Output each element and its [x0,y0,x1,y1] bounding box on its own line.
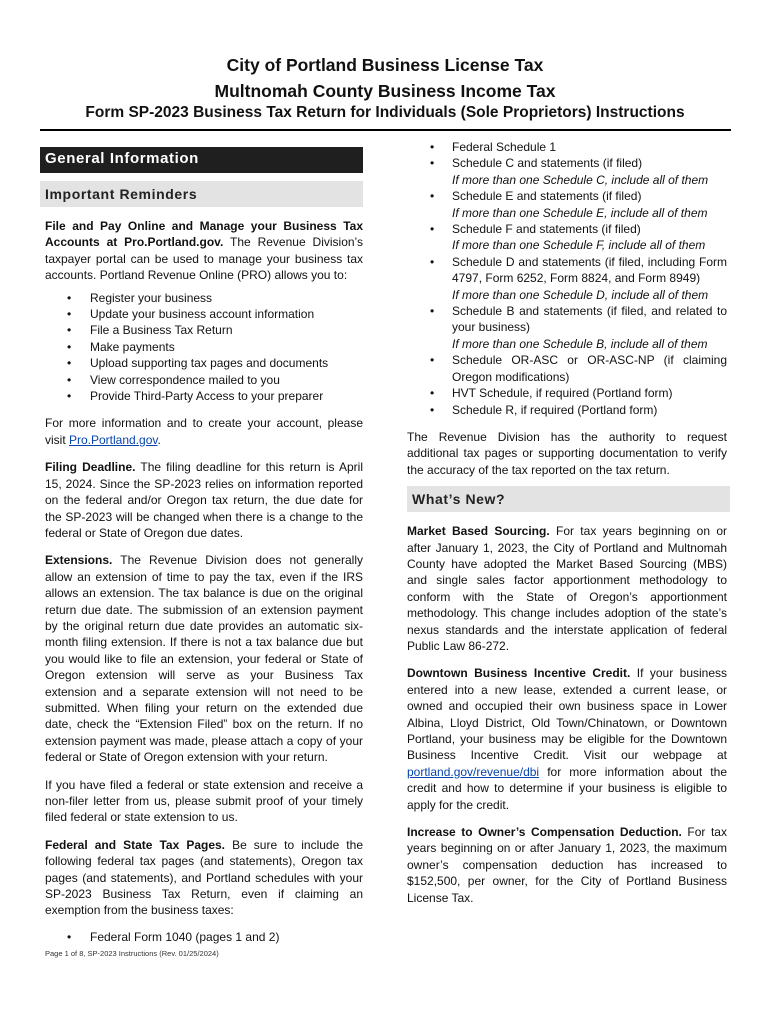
pro-portland-link[interactable]: Pro.Portland.gov [69,432,158,447]
schedule-note: If more than one Schedule D, include all of them [452,287,709,302]
schedule-text: Schedule OR-ASC or OR-ASC-NP (if claiming Oregon modifications) [452,353,727,384]
list-item: • Register your business [45,290,363,306]
downtown-credit-paragraph [407,665,727,813]
market-based-sourcing-paragraph [407,523,727,654]
owner-lead: Increase to Owner’s Compensation Deduction. [407,825,682,840]
list-item [407,352,727,385]
schedule-note: If more than one Schedule C, include all of them [452,172,709,187]
file-pay-paragraph [45,218,363,284]
file-pay-text: The Revenue Division’s taxpayer portal can be used to manage your business tax accounts. Portland Revenue Online (PRO) allows you to: [45,235,363,283]
tax-pages-paragraph [45,837,363,919]
schedule-text: Schedule E and statements (if filed) [452,189,642,204]
tax-pages-text: Be sure to include the following federal tax pages (and statements), Oregon tax pages (and statements), and Portland schedules with your SP-2023 Business Tax Return, even if claiming an exemption from the business taxes: [45,837,363,918]
header-rule [40,129,731,131]
schedule-text: Schedule C and statements (if filed) [452,156,643,171]
list-item [407,188,727,221]
mbs-lead: Market Based Sourcing. [407,524,550,539]
list-item: • Federal Form 1040 (pages 1 and 2) [45,929,363,945]
downtown-end: for more information about the credit and how to determine if your business is eligible to apply for the credit. [407,764,727,812]
mbs-text: For tax years beginning on or after January 1, 2023, the City of Portland and Multnomah County have adopted the Market Based Sourcing (MBS) and single sales factor apportionment methodology to conform with the State of Oregon’s apportionment methodology. This change includes adoption of the state’s nexus standards and the interstate application of federal Public Law 86-272. [407,524,727,653]
title-line-2: Multnomah County Business Income Tax [214,81,556,101]
owner-text: For tax years beginning on or after January 1, 2023, the maximum owner’s compensation deduction has increased to $152,500, per owner, for the City of Portland Business License Tax. [407,825,727,905]
list-item [407,385,727,401]
file-pay-lead: File and Pay Online and Manage your Business Tax Accounts at Pro.Portland.gov. [45,219,363,250]
list-item [407,139,727,155]
extensions-text: The Revenue Division does not generally allow an extension of time to pay the tax, even if the IRS allows an extension. The tax balance is due on the original return due date. The submission of an extension payment by the original return due date provides an automatic six-month filing extension. If there is not a tax balance due but you would like to file an extension, your federal or State of Oregon extension will serve as your Business Tax extension and a separate extension will not need to be submitted. When filing your return on the extended due date, check the “Extension Filed” box on the return. If no extension payment was made, please attach a copy of your federal or State of Oregon extension with your return. [45,553,363,765]
federal-pages-list [45,929,363,945]
more-info-paragraph [45,415,363,448]
owner-compensation-paragraph [407,824,727,906]
more-info-text: For more information and to create your account, please visit [45,416,363,447]
schedule-text: HVT Schedule, if required (Portland form) [452,386,673,401]
left-column [45,147,363,945]
schedule-note: If more than one Schedule E, include all of them [452,205,708,220]
downtown-lead: Downtown Business Incentive Credit. [407,666,631,681]
list-item: • File a Business Tax Return [45,322,363,338]
pro-features-list [45,290,363,405]
general-information-heading: General Information [40,147,363,173]
list-item [407,254,727,303]
non-filer-paragraph: If you have filed a federal or state extension and receive a non-filer letter from us, please submit proof of your timely filed federal or state extension to us. [45,777,363,825]
right-column [407,139,727,906]
form-title: Form SP-2023 Business Tax Return for Individuals (Sole Proprietors) Instructions [85,104,685,121]
schedules-list [407,139,727,418]
schedule-text: Federal Schedule 1 [452,140,557,154]
filing-deadline-lead: Filing Deadline. [45,460,136,475]
whats-new-heading: What’s New? [407,486,730,512]
list-item: • Update your business account information [45,306,363,322]
list-item: • Make payments [45,339,363,355]
list-item: • Provide Third-Party Access to your preparer [45,388,363,404]
tax-pages-lead: Federal and State Tax Pages. [45,837,226,852]
schedule-text: Schedule D and statements (if filed, including Form 4797, Form 6252, Form 8824, and Form 8949) [452,254,727,286]
list-item [407,402,727,418]
page-footer: Page 1 of 8, SP-2023 Instructions (Rev. 01/25/2024) [45,949,219,958]
list-item: • View correspondence mailed to you [45,372,363,388]
list-item [407,221,727,254]
dbi-link[interactable]: portland.gov/revenue/dbi [407,764,540,779]
schedule-note: If more than one Schedule F, include all of them [452,238,706,253]
title-line-1: City of Portland Business License Tax [226,55,544,75]
schedule-text: Schedule R, if required (Portland form) [452,402,658,417]
filing-deadline-text: The filing deadline for this return is April 15, 2024. Since the SP-2023 relies on information reported on the federal and/or Oregon tax return, the due date for the SP-2023 will be changed when there is a change to the federal or State of Oregon due dates. [45,460,363,540]
important-reminders-heading: Important Reminders [40,181,363,207]
list-item [407,155,727,188]
list-item: • Upload supporting tax pages and documents [45,355,363,371]
filing-deadline-paragraph [45,459,363,541]
schedule-text: Schedule F and statements (if filed) [452,222,641,237]
schedule-text: Schedule B and statements (if filed, and related to your business) [452,304,727,335]
authority-paragraph: The Revenue Division has the authority to request additional tax pages or supporting documentation to verify the accuracy of the tax reported on the tax return. [407,429,727,477]
more-info-end: . [157,432,161,447]
list-item [407,303,727,352]
downtown-text: If your business entered into a new lease, extended a current lease, or owned and occupied their own business space in Lower Albina, Lloyd District, Old Town/Chinatown, or Downtown Portland, your business may be eligible for the Downtown Business Incentive Credit. Visit our webpage at [407,666,728,763]
extensions-lead: Extensions. [45,553,113,568]
schedule-note: If more than one Schedule B, include all of them [452,336,708,351]
extensions-paragraph [45,552,363,765]
